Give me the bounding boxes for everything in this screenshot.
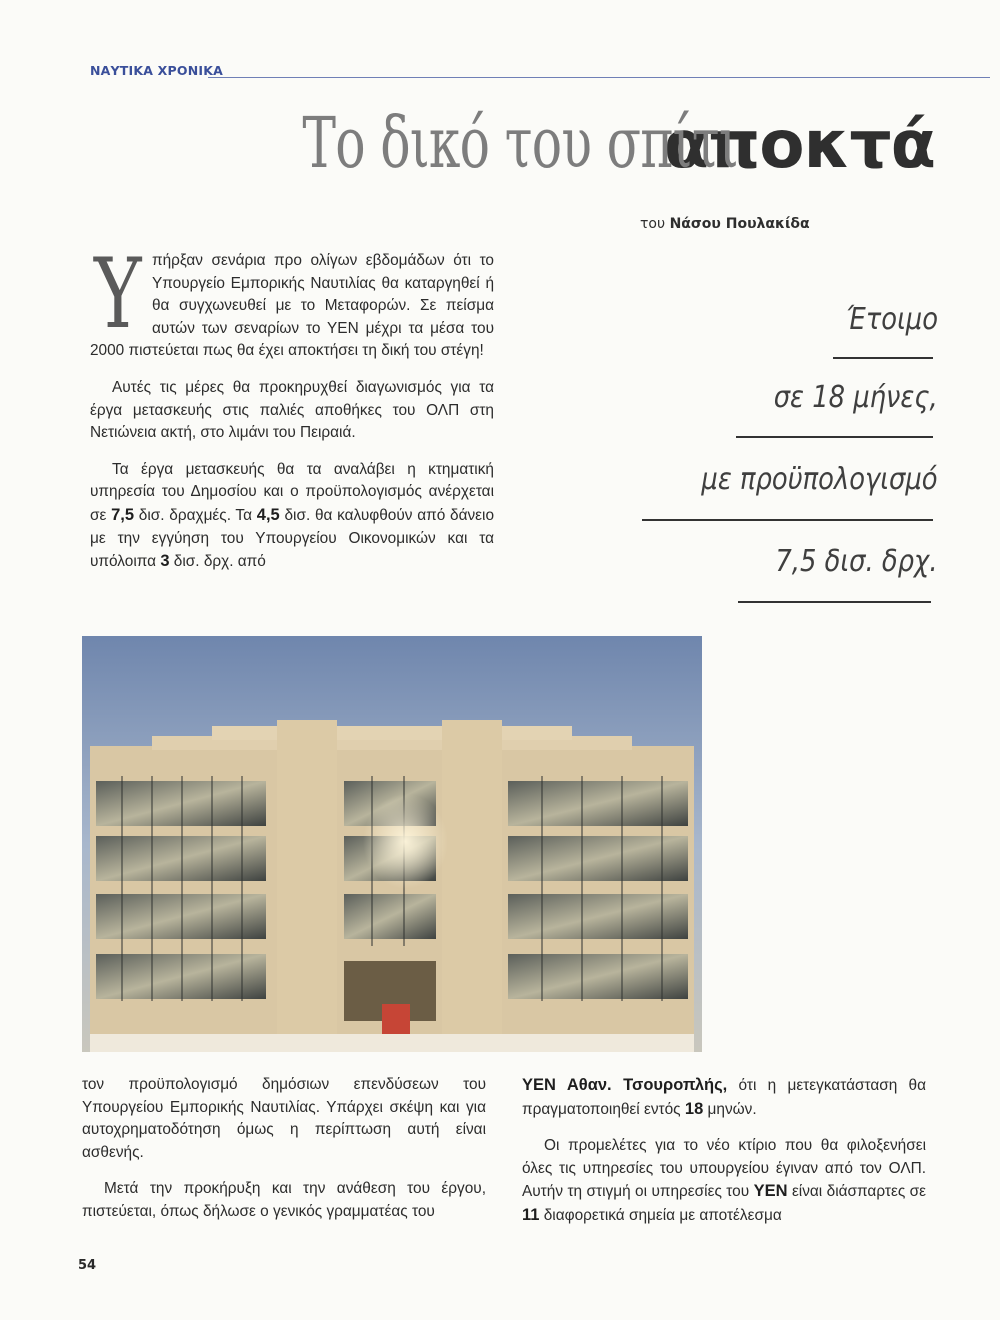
building-illustration <box>82 636 702 1052</box>
pull-quote-line-3: με προϋπολογισμό <box>701 462 938 497</box>
amount-rest: 3 <box>160 552 170 571</box>
paragraph-6 <box>522 1074 926 1121</box>
byline-author: Νάσου Πουλακίδα <box>669 216 810 232</box>
amount-loan: 4,5 <box>256 505 280 524</box>
paragraph-7-text-a: Οι προμελέτες για το νέο κτίριο που θα φιλοξενήσει όλες τις υπηρεσίες του υπουργείου έγιναν από τον ΟΛΠ. Αυτήν τη στιγμή οι υπηρεσίες του <box>522 1137 926 1201</box>
header-rule <box>208 77 990 78</box>
paragraph-3 <box>90 459 494 574</box>
amount-total: 7,5 <box>111 505 135 524</box>
pull-quote-rule-4 <box>738 601 931 603</box>
pull-quote-line-4: 7,5 δισ. δρχ. <box>775 544 938 579</box>
pull-quote-rule-3 <box>642 519 933 521</box>
pull-quote-rule-2 <box>736 436 933 438</box>
paragraph-5: Μετά την προκήρυξη και την ανάθεση του έργου, πιστεύεται, όπως δήλωσε ο γενικός γραμματέας του <box>82 1180 486 1220</box>
paragraph-1 <box>90 238 494 363</box>
page-number: 54 <box>78 1258 97 1273</box>
byline-prefix: του <box>640 216 666 232</box>
article-column-bottom-right <box>522 1074 926 1228</box>
ministry-abbr: ΥΕΝ <box>753 1182 788 1201</box>
paragraph-4: τον προϋπολογισμό δημόσιων επενδύσεων του Υπουργείου Εμπορικής Ναυτιλίας. Υπάρχει σκέψη και για αυτοχρηματοδότηση όμως η περίπτωση αυτή είναι ασθενής. <box>82 1076 486 1161</box>
pull-quote-rule-1 <box>833 357 933 359</box>
section-label: ΝΑΥΤΙΚΑ ΧΡΟΝΙΚΑ <box>90 63 223 78</box>
paragraph-3-text-b: δισ. δραχμές. Τα <box>138 506 253 524</box>
byline <box>640 216 810 232</box>
paragraph-6-text-b: μηνών. <box>707 1100 757 1118</box>
article-title <box>133 98 935 190</box>
drop-cap: Υ <box>94 238 142 350</box>
pull-quote-line-1: Έτοιμο <box>845 302 938 337</box>
pull-quote-line-2: σε 18 μήνες, <box>773 380 938 415</box>
article-title-bold: αποκτά <box>663 106 935 183</box>
paragraph-1-text: πήρξαν σενάρια προ ολίγων εβδομάδων ότι το Υπουργείο Εμπορικής Ναυτιλίας θα καταργηθεί ή θα συγχωνευθεί με το Μεταφορών. Σε πείσμα αυτών των σεναρίων το ΥΕΝ μέχρι τα μέσα του 2000 πιστεύεται πως θα έχει αποκτήσει τη δική του στέγη! <box>90 252 494 360</box>
article-title-light: Το δικό του σπίτι <box>301 102 738 184</box>
building-photo <box>82 636 702 1052</box>
locations-number: 11 <box>522 1205 540 1224</box>
article-column-bottom-left <box>82 1074 486 1224</box>
paragraph-6-text-a: ότι η μετεγκατάσταση θα πραγματοποιηθεί εντός <box>522 1077 927 1118</box>
paragraph-7-text-c: διαφορετικά σημεία με αποτέλεσμα <box>543 1206 782 1224</box>
paragraph-3-text-a: Τα έργα μετασκευής θα τα αναλάβει η κτηματική υπηρεσία του Δημοσίου και ο προϋπολογισμός ανέρχεται σε <box>90 460 494 524</box>
article-column-top <box>90 238 495 574</box>
paragraph-7-text-b: είναι διάσπαρτες σε <box>791 1183 927 1201</box>
months-number: 18 <box>684 1099 704 1118</box>
secretary-name: ΥΕΝ Αθαν. Τσουροπλής, <box>522 1076 728 1094</box>
paragraph-7 <box>522 1135 926 1227</box>
paragraph-2: Αυτές τις μέρες θα προκηρυχθεί διαγωνισμός για τα έργα μετασκευής στις παλιές αποθήκες του ΟΛΠ στη Νετιώνεια ακτή, στο λιμάνι του Πειραιά. <box>90 378 494 442</box>
paragraph-3-text-c: δισ. θα καλυφθούν από δάνειο με την εγγύηση του Υπουργείου Οικονομικών και τα υπόλοιπα <box>90 506 495 571</box>
paragraph-3-text-d: δισ. δρχ. από <box>173 553 266 571</box>
